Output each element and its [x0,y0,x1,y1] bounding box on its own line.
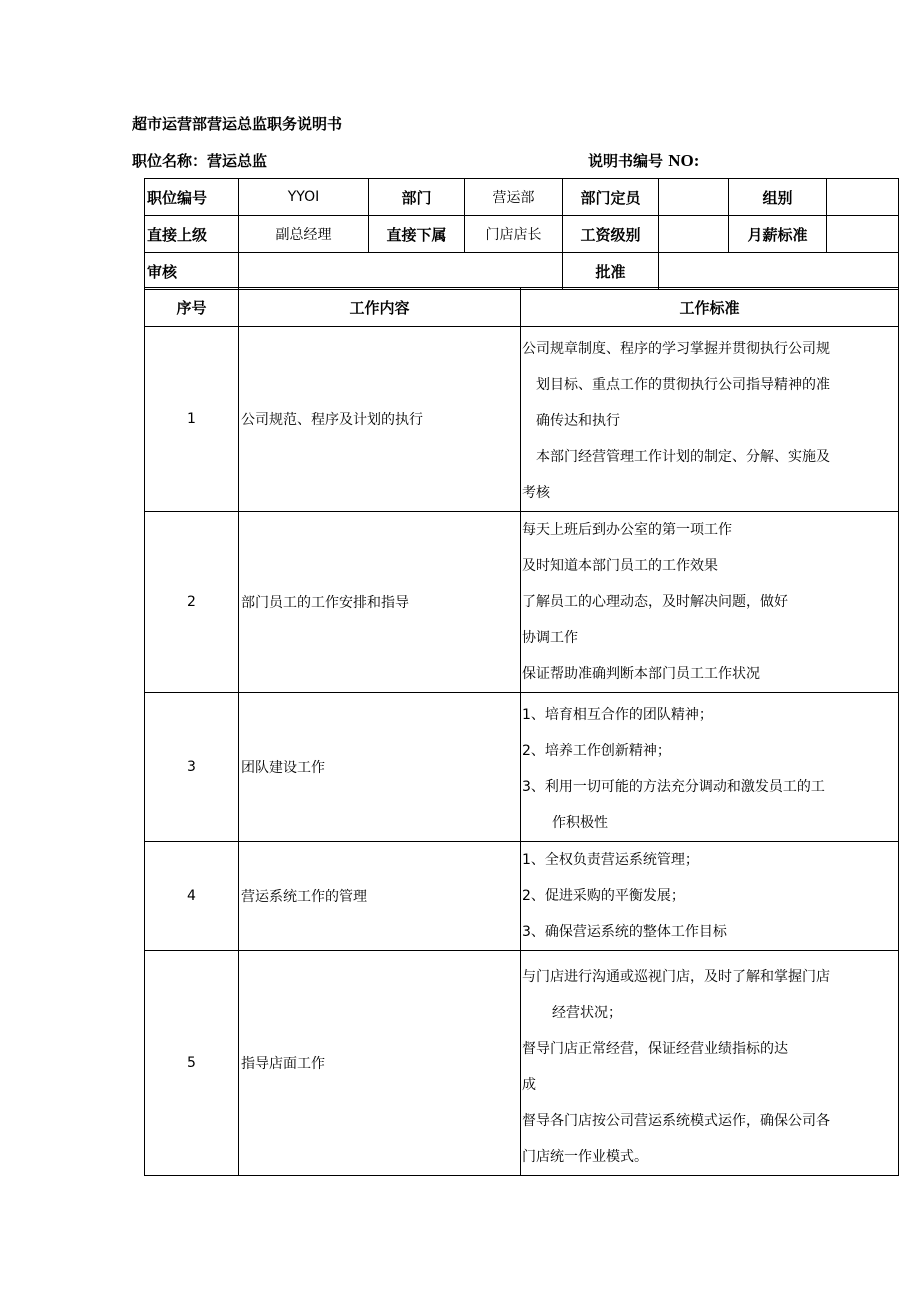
table-row [145,842,899,951]
standard-line: 每天上班后到办公室的第一项工作 [522,522,732,538]
work-content: 营运系统工作的管理 [239,842,521,951]
document-number-code: NO: [668,151,700,170]
work-standard [521,327,899,512]
position-code-value: YYOI [239,179,369,216]
work-standard [521,842,899,951]
standard-line: 1、培育相互合作的团队精神； [522,707,713,723]
work-standard [521,693,899,842]
headcount-value [659,179,729,216]
column-header-no: 序号 [145,288,239,327]
document-number-label: 说明书编号 [588,152,664,170]
standard-line: 督导各门店按公司营运系统模式运作，确保公司各 [522,1113,830,1129]
table-row [145,693,899,842]
table-row [145,951,899,1176]
standard-line: 门店统一作业模式。 [522,1149,648,1165]
duties-table [144,287,899,1176]
approve-value [659,253,899,290]
standard-line: 划目标、重点工作的贯彻执行公司指导精神的准 [536,377,830,393]
standard-line: 经营状况； [552,1005,622,1021]
standard-line: 督导门店正常经营，保证经营业绩指标的达 [522,1041,788,1057]
standard-line: 本部门经营管理工作计划的制定、分解、实施及 [536,449,830,465]
salary-grade-label: 工资级别 [563,216,659,253]
standard-line: 2、促进采购的平衡发展； [522,888,685,904]
standard-line: 作积极性 [552,815,608,831]
table-row [145,512,899,693]
row-number: 4 [145,842,239,951]
subordinate-label: 直接下属 [369,216,465,253]
review-label: 审核 [145,253,239,290]
document-number [588,150,699,171]
work-standard [521,951,899,1176]
salary-grade-value [659,216,729,253]
position-info-table [144,178,899,290]
superior-value: 副总经理 [239,216,369,253]
standard-line: 2、培养工作创新精神； [522,743,671,759]
headcount-label: 部门定员 [563,179,659,216]
work-standard [521,512,899,693]
position-name: 职位名称：营运总监 [132,152,268,170]
monthly-salary-value [827,216,899,253]
monthly-salary-label: 月薪标准 [729,216,827,253]
department-label: 部门 [369,179,465,216]
standard-line: 1、全权负责营运系统管理； [522,852,699,868]
table-row [145,327,899,512]
row-number: 2 [145,512,239,693]
work-content: 部门员工的工作安排和指导 [239,512,521,693]
column-header-content: 工作内容 [239,288,521,327]
review-value [239,253,563,290]
standard-line: 3、利用一切可能的方法充分调动和激发员工的工 [522,779,825,795]
info-row-2 [145,216,899,253]
standard-line: 与门店进行沟通或巡视门店，及时了解和掌握门店 [522,969,830,985]
standard-line: 成 [522,1077,536,1093]
position-code-label: 职位编号 [145,179,239,216]
duties-header-row [145,288,899,327]
work-content: 指导店面工作 [239,951,521,1176]
superior-label: 直接上级 [145,216,239,253]
standard-line: 及时知道本部门员工的工作效果 [522,558,718,574]
row-number: 1 [145,327,239,512]
approve-label: 批准 [563,253,659,290]
work-content: 公司规范、程序及计划的执行 [239,327,521,512]
department-value: 营运部 [465,179,563,216]
standard-line: 3、确保营运系统的整体工作目标 [522,924,727,940]
standard-line: 保证帮助准确判断本部门员工工作状况 [522,666,760,682]
subordinate-value: 门店店长 [465,216,563,253]
group-label: 组别 [729,179,827,216]
standard-line: 公司规章制度、程序的学习掌握并贯彻执行公司规 [522,341,830,357]
row-number: 5 [145,951,239,1176]
document-title: 超市运营部营运总监职务说明书 [132,115,343,133]
group-value [827,179,899,216]
work-content: 团队建设工作 [239,693,521,842]
standard-line: 考核 [522,485,550,501]
info-row-1 [145,179,899,216]
row-number: 3 [145,693,239,842]
standard-line: 确传达和执行 [536,413,620,429]
info-row-3 [145,253,899,290]
column-header-standard: 工作标准 [521,288,899,327]
standard-line: 协调工作 [522,630,578,646]
standard-line: 了解员工的心理动态，及时解决问题，做好 [522,594,788,610]
